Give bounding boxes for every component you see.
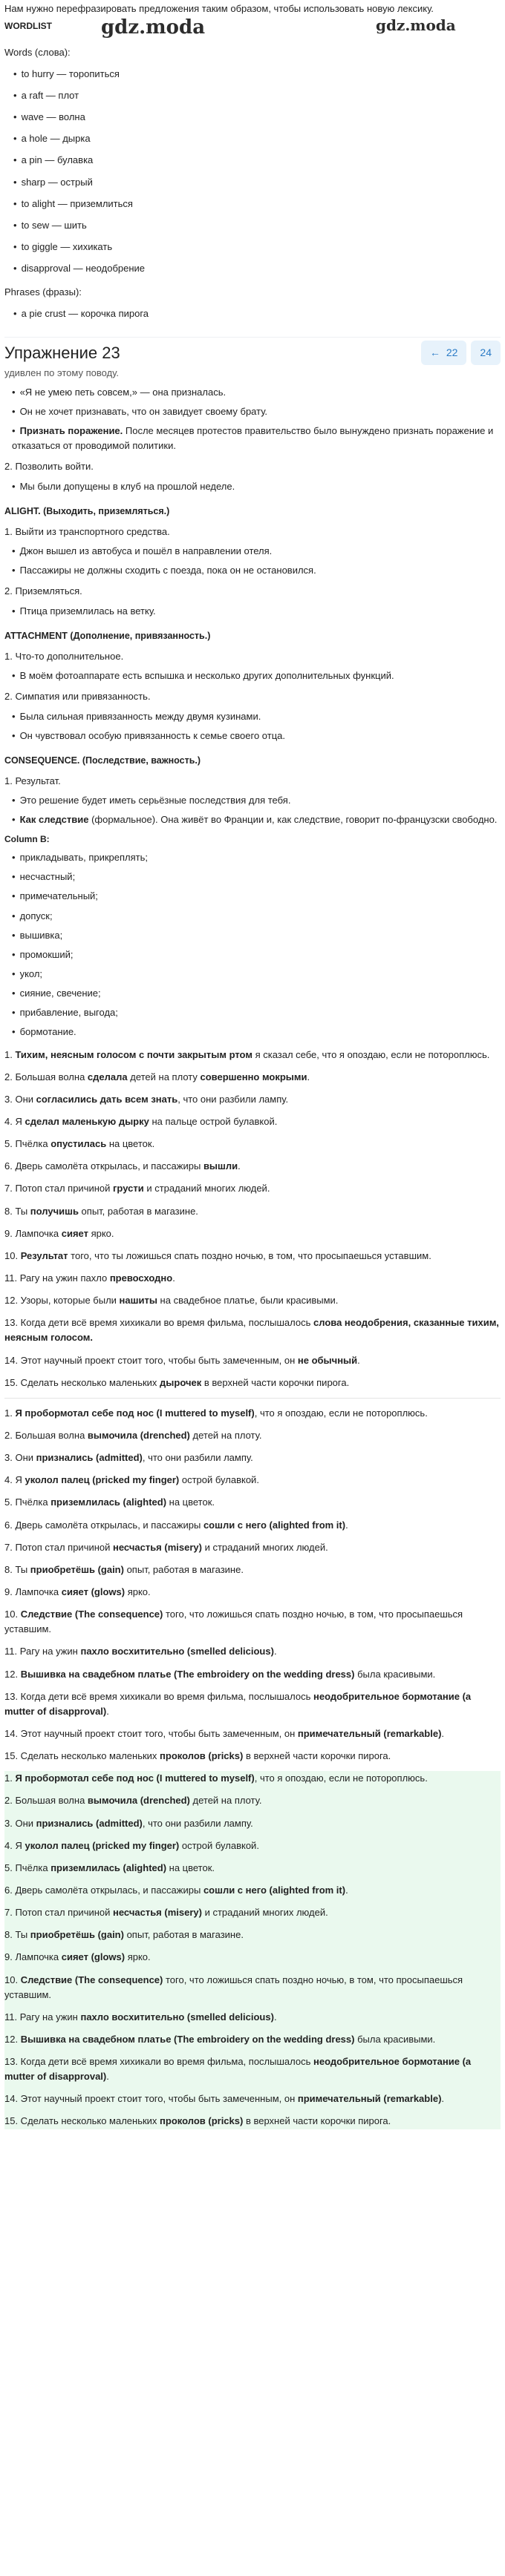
text: (формальное). Она живёт во Франции и, как следствие, говорит по-французски свободно.: [88, 814, 498, 826]
answer-text: 15. Сделать несколько маленьких: [4, 2115, 160, 2127]
answer-text: 4. Я: [4, 1474, 25, 1486]
answer-highlight: уколол палец (pricked my finger): [25, 1839, 180, 1851]
answer-text: детей на плоту.: [189, 1795, 262, 1807]
divider: [4, 1398, 501, 1399]
exercise-header: [4, 337, 501, 369]
next-exercise-button[interactable]: [471, 341, 501, 366]
answer-text: 14. Этот научный проект стоит того, чтобы быть замеченным, он: [4, 1354, 298, 1366]
answer-text: , что они разбили лампу.: [177, 1093, 289, 1105]
answer-text: того, что ложишься спать поздно ночью, в том, что просыпаешься уставшим.: [4, 1609, 463, 1635]
answer-text: ярко.: [125, 1586, 151, 1597]
answer-item: [4, 1495, 501, 1510]
answer-item: [4, 1749, 501, 1764]
answer-text: 2. Большая волна: [4, 1071, 88, 1082]
answer-text: .: [441, 2093, 445, 2105]
answer-text: .: [172, 1272, 175, 1284]
answer-text: 2. Большая волна: [4, 1429, 88, 1441]
answer-item: [4, 1861, 501, 1876]
answer-item: [4, 1928, 501, 1942]
answer-text: 15. Сделать несколько маленьких: [4, 1376, 160, 1388]
answer-text: ярко.: [125, 1951, 151, 1963]
list-item: • допуск;: [12, 909, 501, 924]
section-heading: CONSEQUENCE. (Последствие, важность.): [4, 755, 201, 766]
answer-text: .: [273, 1646, 277, 1657]
answer-item: [4, 1048, 501, 1062]
answer-item: [4, 1518, 501, 1533]
answer-text: опыт, работая в магазине.: [123, 1563, 244, 1575]
column-b-label: Column B:: [4, 833, 50, 844]
answer-text: .: [345, 1884, 348, 1896]
column-b-list: [4, 850, 501, 1039]
answer-item: [4, 1159, 501, 1174]
answer-item: [4, 1406, 501, 1421]
answer-text: .: [357, 1354, 360, 1366]
answer-item: [4, 1114, 501, 1129]
list-item: • В моём фотоаппарате есть вспышка и несколько других дополнительных функций.: [12, 668, 501, 683]
bold-lead: Признать поражение.: [19, 425, 123, 437]
list-item: • to giggle — хихикать: [13, 240, 501, 254]
answer-text: 11. Рагу на ужин пахло: [4, 1272, 110, 1284]
answer-highlight: грусти: [113, 1183, 144, 1195]
list-item: • несчастный;: [12, 870, 501, 884]
list-item: • Пассажиры не должны сходить с поезда, пока он не остановился.: [12, 563, 501, 578]
cut-line: удивлен по этому поводу.: [4, 367, 119, 378]
answer-text: на цветок.: [106, 1138, 155, 1150]
answer-text: в верхней части корочки пирога.: [243, 2115, 391, 2127]
list-item: • Птица приземлилась на ветку.: [12, 604, 501, 619]
answer-item: [4, 1376, 501, 1390]
words-list: [4, 67, 501, 276]
answer-highlight: неодобрительное бормотание (a mutter of disapproval): [4, 1690, 472, 1717]
bullets: [4, 479, 501, 494]
answer-highlight: пахло восхитительно (smelled delicious): [80, 2011, 274, 2023]
list-item: [12, 812, 501, 827]
answer-highlight: совершенно мокрыми: [200, 1071, 307, 1082]
list-item: • Он не хочет признавать, что он завидует своему брату.: [12, 404, 501, 419]
answer-text: 9. Лампочка: [4, 1951, 62, 1963]
exercise-title: Упражнение 23: [4, 343, 120, 362]
answer-text: в верхней части корочки пирога.: [201, 1376, 350, 1388]
answer-text: 7. Потоп стал причиной: [4, 1907, 114, 1919]
numbered-item: 1. Что-то дополнительное.: [4, 651, 124, 663]
list-item: • to hurry — торопиться: [13, 67, 501, 82]
answer-item: [4, 1905, 501, 1920]
answer-text: 6. Дверь самолёта открылась, и пассажиры: [4, 1884, 203, 1896]
answer-item: [4, 2054, 501, 2084]
list-item: • сияние, свечение;: [12, 986, 501, 1001]
answer-item: [4, 1070, 501, 1085]
list-item: • прикладывать, прикреплять;: [12, 850, 501, 865]
answer-text: 15. Сделать несколько маленьких: [4, 1750, 160, 1762]
list-item: • disapproval — неодобрение: [13, 261, 501, 276]
answer-text: 5. Пчёлка: [4, 1496, 51, 1508]
answer-item: [4, 1644, 501, 1659]
answer-highlight: получишь: [30, 1205, 79, 1217]
answer-text: опыт, работая в магазине.: [78, 1205, 198, 1217]
phrases-list: [4, 306, 501, 321]
answer-highlight: признались (admitted): [36, 1817, 143, 1829]
answer-item: [4, 1793, 501, 1808]
answer-text: 8. Ты: [4, 1929, 30, 1941]
answer-highlight: Следствие (The consequence): [20, 1974, 163, 1985]
answer-highlight: примечательный (remarkable): [297, 1727, 442, 1739]
answer-item: [4, 1667, 501, 1682]
answer-text: была красивыми.: [354, 2033, 436, 2045]
answer-highlight: дырочек: [160, 1376, 202, 1388]
answer-highlight: Я пробормотал себе под нос (I muttered to myself): [15, 1407, 255, 1419]
answer-text: 5. Пчёлка: [4, 1862, 51, 1873]
list-item: • to alight — приземлиться: [13, 197, 501, 211]
answer-highlight: несчастья (misery): [113, 1907, 202, 1919]
answer-text: , что я опоздаю, если не потороплюсь.: [254, 1772, 428, 1784]
answer-text: была красивыми.: [354, 1668, 436, 1680]
wordlist-label: WORDLIST: [4, 21, 52, 32]
answer-item: [4, 1315, 501, 1345]
answer-highlight: примечательный (remarkable): [297, 2093, 442, 2105]
answer-text: 7. Потоп стал причиной: [4, 1183, 114, 1195]
answer-text: 10.: [4, 1609, 21, 1620]
list-item: • a raft — плот: [13, 88, 501, 103]
list-item: • Это решение будет иметь серьёзные последствия для тебя.: [12, 793, 501, 808]
answer-highlight: опустилась: [50, 1138, 107, 1150]
answer-text: 13. Когда дети всё время хихикали во время фильма, послышалось: [4, 1317, 313, 1329]
numbered-item: 2. Позволить войти.: [4, 461, 94, 473]
answer-item: [4, 1585, 501, 1600]
answer-text: 14. Этот научный проект стоит того, чтобы быть замеченным, он: [4, 1727, 298, 1739]
answer-text: детей на плоту.: [189, 1429, 262, 1441]
answer-text: 5. Пчёлка: [4, 1138, 51, 1150]
answer-text: .: [106, 1705, 109, 1717]
answer-text: .: [238, 1160, 241, 1172]
answer-item: [4, 1950, 501, 1965]
answer-item: [4, 1689, 501, 1719]
answer-item: [4, 2092, 501, 2106]
answer-item: [4, 1226, 501, 1241]
arrow-left-icon: ←: [429, 346, 440, 358]
answer-highlight: приобретёшь (gain): [30, 1929, 124, 1941]
answer-item: [4, 1181, 501, 1196]
words-label: Words (слова):: [4, 46, 71, 58]
answer-text: 12.: [4, 2033, 21, 2045]
answer-item: [4, 1249, 501, 1264]
list-item: • промокший;: [12, 947, 501, 962]
answer-text: 1.: [4, 1772, 16, 1784]
next-exercise-label: 24: [480, 346, 492, 358]
answer-highlight: сияет (glows): [61, 1586, 126, 1597]
numbered-item: 2. Симпатия или привязанность.: [4, 691, 151, 703]
text: После месяцев протестов правительство было вынуждено признать поражение и отказаться от проводимой политики.: [12, 425, 494, 452]
answer-highlight: нашиты: [119, 1295, 157, 1307]
answer-highlight: вышли: [203, 1160, 238, 1172]
answer-item: [4, 1450, 501, 1465]
list-item: • a pin — булавка: [13, 153, 501, 168]
answer-text: 12.: [4, 1668, 21, 1680]
section-heading: ATTACHMENT (Дополнение, привязанность.): [4, 630, 211, 641]
answer-item: [4, 2010, 501, 2025]
answer-text: на цветок.: [166, 1862, 215, 1873]
answer-text: 9. Лампочка: [4, 1227, 62, 1239]
answer-item: [4, 1428, 501, 1443]
list-item: • a pie crust — корочка пирога: [13, 306, 501, 321]
list-item: • Мы были допущены в клуб на прошлой неделе.: [12, 479, 501, 494]
answer-text: .: [273, 2011, 277, 2023]
answer-highlight: слова неодобрения, сказанные тихим, неясным голосом.: [4, 1317, 499, 1344]
answer-highlight: превосходно: [109, 1272, 173, 1284]
answer-text: опыт, работая в магазине.: [123, 1929, 244, 1941]
answer-text: .: [106, 2071, 109, 2083]
prev-exercise-label: 22: [446, 346, 458, 358]
answer-highlight: Вышивка на свадебном платье (The embroidery on the wedding dress): [20, 2033, 355, 2045]
answer-item: [4, 1353, 501, 1368]
answer-item: [4, 1771, 501, 1786]
list-item: • прибавление, выгода;: [12, 1005, 501, 1020]
bullets: [4, 668, 501, 683]
answer-text: острой булавкой.: [179, 1474, 259, 1486]
answer-item: [4, 1473, 501, 1488]
answer-highlight: неодобрительное бормотание (a mutter of disapproval): [4, 2056, 472, 2083]
answer-text: 13. Когда дети всё время хихикали во время фильма, послышалось: [4, 2056, 313, 2068]
answer-text: 2. Большая волна: [4, 1795, 88, 1807]
answer-text: .: [307, 1071, 310, 1082]
answer-highlight: несчастья (misery): [113, 1541, 202, 1553]
answer-text: на свадебное платье, были красивыми.: [157, 1295, 339, 1307]
list-item: • a hole — дырка: [13, 131, 501, 146]
answer-item: [4, 1839, 501, 1853]
answer-text: 4. Я: [4, 1839, 25, 1851]
answer-item: [4, 1607, 501, 1637]
answers-block-2: [4, 1406, 501, 1764]
answer-text: 8. Ты: [4, 1563, 30, 1575]
watermark: gdz.moda: [376, 16, 456, 34]
bullets: [4, 709, 501, 743]
answer-text: на цветок.: [166, 1496, 215, 1508]
numbered-item: 1. Выйти из транспортного средства.: [4, 526, 170, 538]
answer-text: в верхней части корочки пирога.: [243, 1750, 391, 1762]
list-item: • вышивка;: [12, 928, 501, 943]
answer-highlight: проколов (pricks): [160, 1750, 244, 1762]
answer-text: 1.: [4, 1048, 16, 1060]
list-item: • Джон вышел из автобуса и пошёл в направлении отеля.: [12, 544, 501, 559]
answer-highlight: сошли с него (alighted from it): [203, 1884, 346, 1896]
answer-highlight: приземлилась (alighted): [50, 1496, 167, 1508]
answer-highlight: приземлилась (alighted): [50, 1862, 167, 1873]
answer-text: 11. Рагу на ужин: [4, 1646, 81, 1657]
answer-item: [4, 1563, 501, 1577]
list-item: • «Я не умею петь совсем,» — она призналась.: [12, 385, 501, 400]
answer-text: 1.: [4, 1407, 16, 1419]
answer-highlight: сошли с него (alighted from it): [203, 1519, 346, 1531]
answer-item: [4, 1204, 501, 1219]
prev-exercise-button[interactable]: [421, 341, 467, 366]
watermark: gdz.moda: [101, 16, 206, 39]
answer-text: 3. Они: [4, 1817, 36, 1829]
answer-text: , что они разбили лампу.: [142, 1452, 253, 1464]
list-item: • примечательный;: [12, 889, 501, 904]
exercise-nav: [421, 341, 501, 366]
answer-text: на пальце острой булавкой.: [149, 1116, 278, 1128]
answer-text: и страданий многих людей.: [201, 1541, 328, 1553]
answer-highlight: вымочила (drenched): [87, 1795, 190, 1807]
answer-highlight: вымочила (drenched): [87, 1429, 190, 1441]
bullets: [4, 604, 501, 619]
bold-lead: Как следствие: [19, 814, 89, 826]
answer-text: 14. Этот научный проект стоит того, чтобы быть замеченным, он: [4, 2093, 298, 2105]
list-item: [12, 424, 501, 453]
answer-highlight: не обычный: [297, 1354, 358, 1366]
answer-item: [4, 1540, 501, 1555]
answer-highlight: сделал маленькую дырку: [25, 1116, 149, 1128]
numbered-item: 1. Результат.: [4, 775, 61, 787]
answer-text: 8. Ты: [4, 1205, 30, 1217]
answer-item: [4, 2032, 501, 2047]
answers-block-3: [4, 1771, 501, 2129]
answer-text: 6. Дверь самолёта открылась, и пассажиры: [4, 1160, 203, 1172]
numbered-item: 2. Приземляться.: [4, 585, 82, 597]
admit-bullets: [4, 385, 501, 454]
answer-text: 13. Когда дети всё время хихикали во время фильма, послышалось: [4, 1690, 313, 1702]
answer-highlight: Я пробормотал себе под нос (I muttered to myself): [15, 1772, 255, 1784]
section-heading: ALIGHT. (Выходить, приземляться.): [4, 505, 170, 516]
answer-item: [4, 1973, 501, 2002]
answer-text: 4. Я: [4, 1116, 25, 1128]
answer-text: я сказал себе, что я опоздаю, если не потороплюсь.: [252, 1048, 490, 1060]
answer-text: 3. Они: [4, 1452, 36, 1464]
answer-item: [4, 2114, 501, 2129]
list-item: • Была сильная привязанность между двумя кузинами.: [12, 709, 501, 724]
answer-text: того, что ты ложишься спать поздно ночью, в том, что просыпаешься уставшим.: [68, 1249, 431, 1261]
answer-text: детей на плоту: [127, 1071, 201, 1082]
answer-highlight: Тихим, неясным голосом с почти закрытым ртом: [15, 1048, 252, 1060]
answer-text: 6. Дверь самолёта открылась, и пассажиры: [4, 1519, 203, 1531]
answer-item: [4, 1293, 501, 1308]
list-item: • sharp — острый: [13, 175, 501, 190]
answer-text: и страданий многих людей.: [201, 1907, 328, 1919]
answer-text: , что я опоздаю, если не потороплюсь.: [254, 1407, 428, 1419]
answer-highlight: согласились дать всем знать: [36, 1093, 178, 1105]
list-item: • Он чувствовал особую привязанность к семье своего отца.: [12, 729, 501, 743]
bullets: [4, 793, 501, 827]
bullets: [4, 544, 501, 578]
answer-highlight: сияет (glows): [61, 1951, 126, 1963]
answer-highlight: уколол палец (pricked my finger): [25, 1474, 180, 1486]
list-item: • укол;: [12, 967, 501, 982]
list-item: • wave — волна: [13, 110, 501, 125]
answer-text: 9. Лампочка: [4, 1586, 62, 1597]
answer-item: [4, 1726, 501, 1741]
answer-highlight: сделала: [87, 1071, 128, 1082]
phrases-label: Phrases (фразы):: [4, 286, 82, 298]
answer-item: [4, 1137, 501, 1151]
answer-text: .: [345, 1519, 348, 1531]
answer-text: .: [441, 1727, 445, 1739]
answer-text: и страданий многих людей.: [143, 1183, 270, 1195]
answer-item: [4, 1092, 501, 1107]
answer-item: [4, 1271, 501, 1286]
answer-highlight: проколов (pricks): [160, 2115, 244, 2127]
answer-highlight: Вышивка на свадебном платье (The embroidery on the wedding dress): [20, 1668, 355, 1680]
answer-text: 11. Рагу на ужин: [4, 2011, 81, 2023]
intro-text: Нам нужно перефразировать предложения таким образом, чтобы использовать новую лексику.: [4, 3, 434, 14]
answer-text: острой булавкой.: [179, 1839, 259, 1851]
answer-text: , что они разбили лампу.: [142, 1817, 253, 1829]
answer-text: 7. Потоп стал причиной: [4, 1541, 114, 1553]
answer-text: 10.: [4, 1974, 21, 1985]
list-item: • to sew — шить: [13, 218, 501, 233]
answer-text: 3. Они: [4, 1093, 36, 1105]
answer-text: 10.: [4, 1249, 21, 1261]
answer-item: [4, 1816, 501, 1831]
answer-highlight: Результат: [20, 1249, 68, 1261]
answer-highlight: Следствие (The consequence): [20, 1609, 163, 1620]
answer-item: [4, 1883, 501, 1898]
answer-highlight: пахло восхитительно (smelled delicious): [80, 1646, 274, 1657]
answers-block-1: [4, 1048, 501, 1390]
list-item: • бормотание.: [12, 1025, 501, 1039]
answer-text: ярко.: [88, 1227, 114, 1239]
answer-highlight: сияет: [61, 1227, 88, 1239]
answer-text: того, что ложишься спать поздно ночью, в том, что просыпаешься уставшим.: [4, 1974, 463, 2000]
answer-highlight: признались (admitted): [36, 1452, 143, 1464]
answer-highlight: приобретёшь (gain): [30, 1563, 124, 1575]
answer-text: 12. Узоры, которые были: [4, 1295, 120, 1307]
